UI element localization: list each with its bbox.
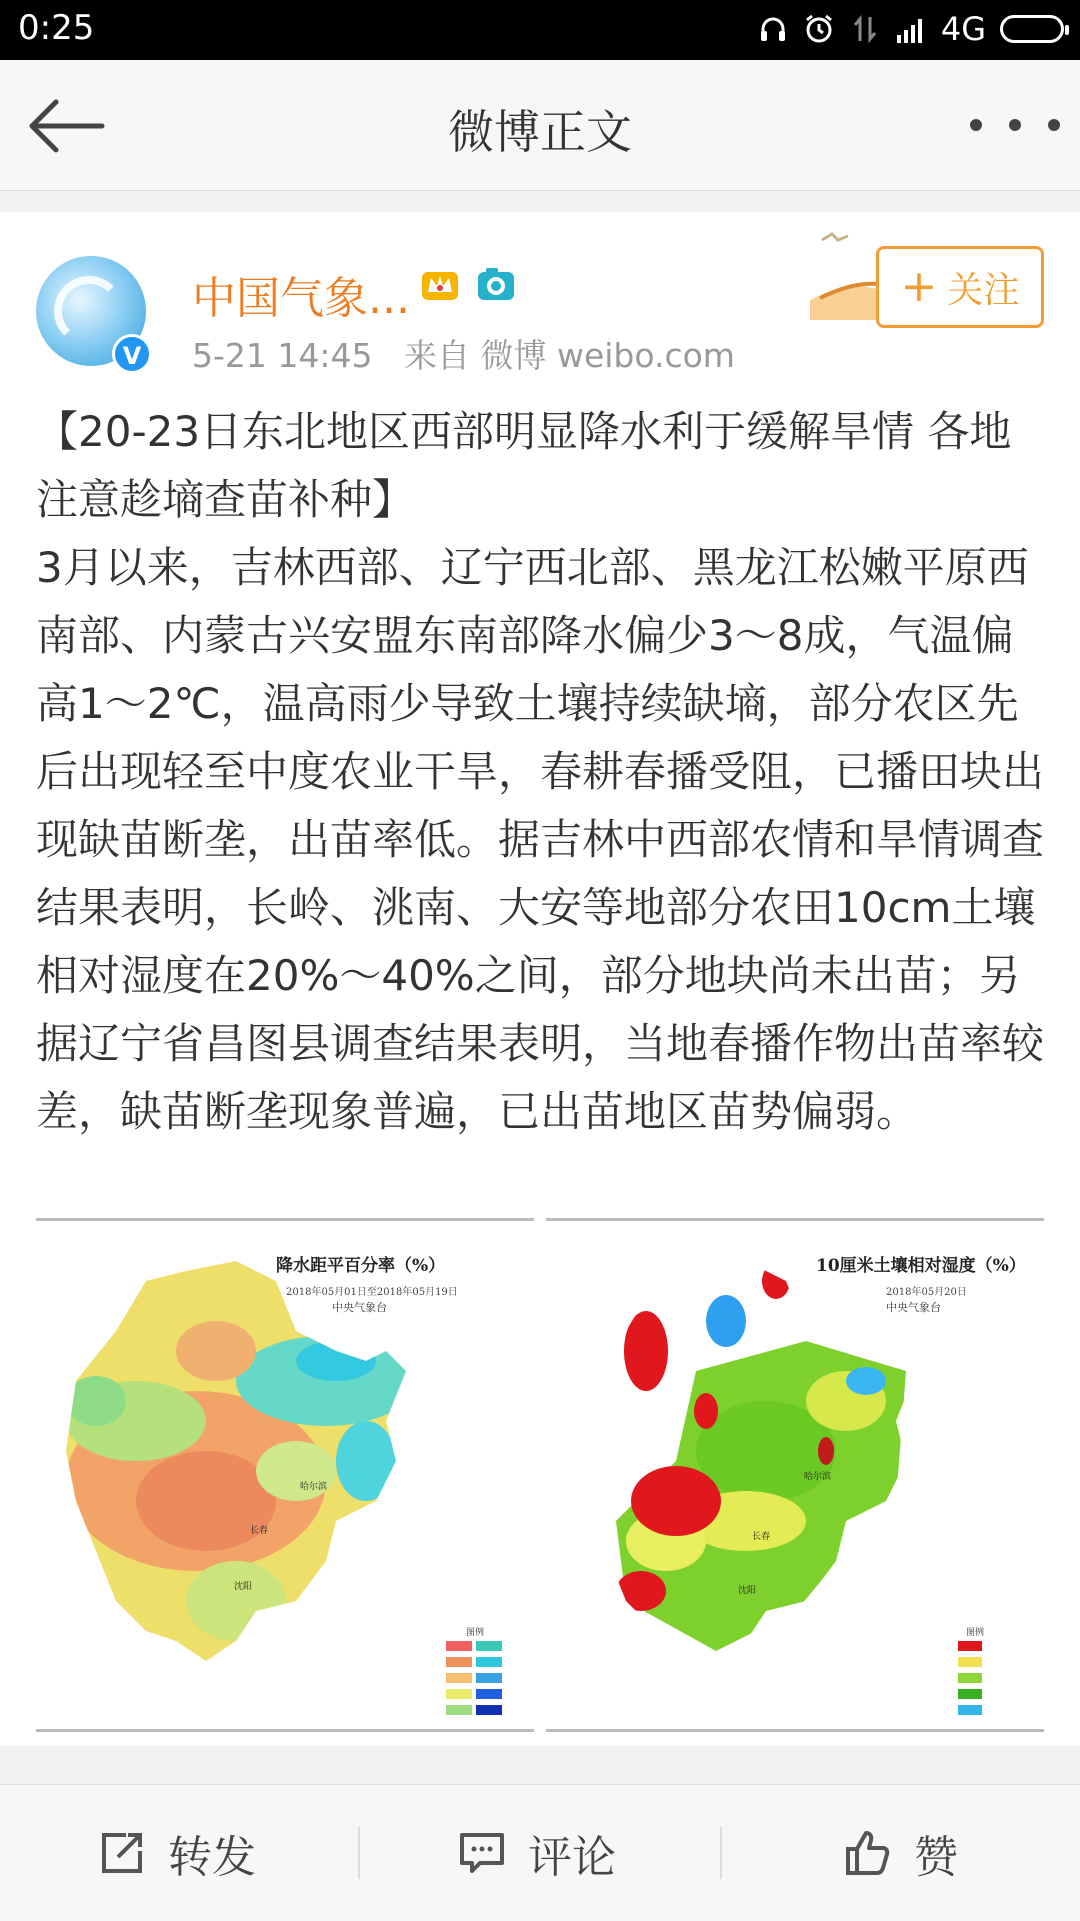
post-source: 来自 微博 weibo.com [403,336,735,375]
map-org: 中央气象台 [332,1301,387,1314]
city-label: 哈尔滨 [804,1472,832,1482]
map-date: 2018年05月20日 [886,1287,967,1298]
repost-icon [96,1827,148,1879]
status-bar [0,0,1080,60]
signal-icon [895,13,927,45]
battery-icon [1000,15,1064,43]
city-label: 长春 [752,1532,771,1542]
map-title: 降水距平百分率（%） [276,1256,446,1276]
verified-badge-icon: V [112,334,152,374]
nav-bar [0,60,1080,191]
status-icons [757,10,1064,48]
comment-icon [456,1827,508,1879]
legend-title: 图例 [966,1628,985,1638]
city-label: 长春 [250,1526,269,1536]
map-title: 10厘米土壤相对湿度（%） [816,1256,1026,1276]
soil-map-graphic [546,1221,1044,1735]
more-options-icon[interactable] [970,100,1060,150]
author-name[interactable]: 中国气象... [192,273,410,324]
legend-title: 图例 [466,1628,485,1638]
post-text [36,398,1046,1146]
precip-anomaly-map[interactable] [36,1218,534,1732]
network-type: 4G [940,10,986,48]
comment-label: 评论 [528,1832,616,1883]
post-time: 5-21 14:45 [192,336,373,375]
repost-label: 转发 [168,1832,256,1883]
vip-crown-icon[interactable] [418,262,462,306]
city-label: 沈阳 [738,1586,757,1596]
post-images [36,1218,1046,1732]
data-transfer-icon [849,13,881,45]
repost-button[interactable] [96,1785,256,1921]
post-meta [192,330,735,377]
post-headline: 【20-23日东北地区西部明显降水利于缓解旱情 各地注意趁墒查苗补种】 [36,407,1012,524]
follow-label: 关注 [947,269,1020,311]
divider [720,1827,722,1879]
plus-icon: + [900,261,938,312]
map-org: 中央气象台 [886,1301,941,1314]
legend-swatches [958,1641,982,1715]
city-label: 沈阳 [234,1582,253,1592]
like-button[interactable] [842,1785,958,1921]
camera-badge-icon[interactable] [474,262,518,306]
page-title: 微博正文 [448,105,632,159]
headphones-icon [757,13,789,45]
status-time: 0:25 [18,8,95,48]
map-date: 2018年05月01日至2018年05月19日 [286,1287,458,1298]
precip-map-graphic [36,1221,534,1735]
action-bar [0,1784,1080,1921]
comment-button[interactable] [456,1785,616,1921]
like-label: 赞 [914,1832,958,1883]
alarm-icon [803,13,835,45]
divider [358,1827,360,1879]
legend-swatches [446,1641,502,1715]
thumbs-up-icon [842,1827,894,1879]
post-card [0,212,1080,1746]
soil-moisture-map[interactable] [546,1218,1044,1732]
post-body: 3月以来，吉林西部、辽宁西北部、黑龙江松嫩平原西南部、内蒙古兴安盟东南部降水偏少3～8成，气温偏高1～2℃，温高雨少导致土壤持续缺墒，部分农区先后出现轻至中度农业干旱，春耕春播受阻，已播田块出现缺苗断垄，出苗率低。据吉林中西部农情和旱情调查结果表明，长岭、洮南、大安等地部分农田10cm土壤相对湿度在20%～40%之间，部分地块尚未出苗；另据辽宁省昌图县调查结果表明，当地春播作物出苗率较差，缺苗断垄现象普遍，已出苗地区苗势偏弱。 [36,543,1045,1136]
follow-button[interactable] [876,246,1044,328]
city-label: 哈尔滨 [300,1482,328,1492]
